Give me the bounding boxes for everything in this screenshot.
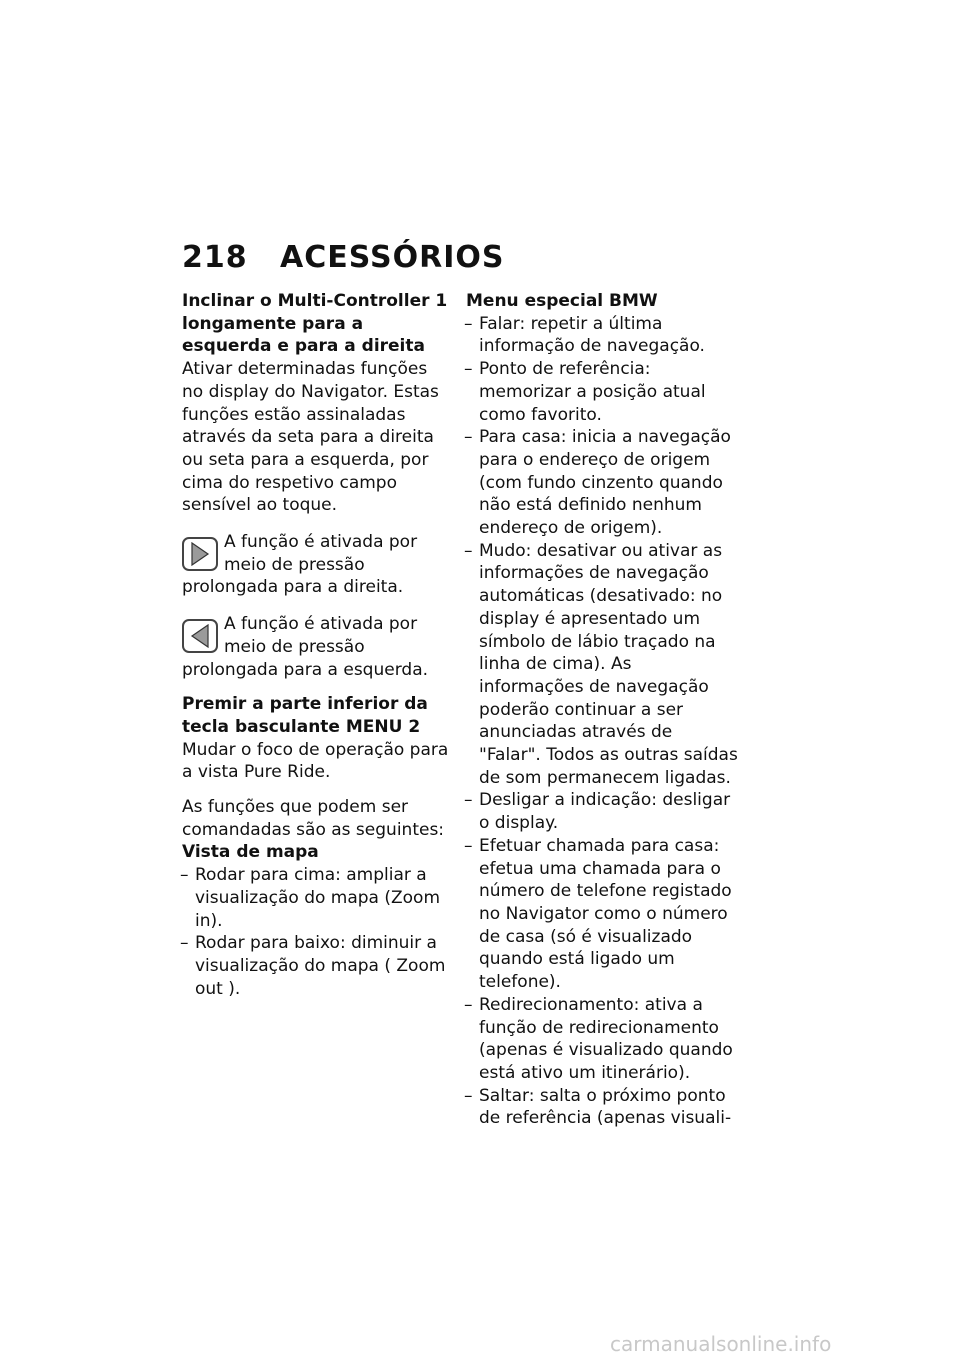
paragraph-pure-ride: Mudar o foco de operação para a vista Pure Ride. — [182, 739, 449, 783]
section-title: ACESSÓRIOS — [280, 240, 505, 275]
heading-map-view: Vista de mapa — [182, 842, 319, 863]
page-header — [182, 240, 504, 275]
list-item: – Saltar: salta o próximo ponto de referência (apenas visuali- — [466, 1085, 738, 1130]
list-item: – Mudo: desativar ou ativar as informações de navegação automáticas (desativado: no display é apresentado um símbolo de lábio traçado na linha de cima). As informações de navegação poderão continuar a ser anunciadas através de "Falar". Todos as outras saídas de som permanecem ligadas. — [466, 540, 738, 790]
paragraph-functions-intro: As funções que podem ser comandadas são as seguintes: — [182, 797, 445, 840]
arrow-right-icon — [182, 537, 218, 571]
note-right-text: A função é ativada por meio de pressão prolongada para a direita. — [182, 532, 418, 598]
bmw-menu-list — [466, 313, 738, 1130]
list-item: – Desligar a indicação: desligar o display. — [466, 789, 738, 834]
watermark: carmanualsonline.info — [610, 1332, 832, 1356]
list-item: – Ponto de referência: memorizar a posição atual como favorito. — [466, 358, 738, 426]
list-item: – Redirecionamento: ativa a função de redirecionamento (apenas é visualizado quando está ativo um itinerário). — [466, 994, 738, 1085]
note-left-arrow — [182, 613, 452, 681]
list-item: – Efetuar chamada para casa: efetua uma chamada para o número de telefone registado no Navigator como o número de casa (só é visualizado quando está ligado um telefone). — [466, 835, 738, 994]
list-item: – Rodar para cima: ampliar a visualização do mapa (Zoom in). — [182, 864, 452, 932]
list-item: – Falar: repetir a última informação de navegação. — [466, 313, 738, 358]
list-item: – Rodar para baixo: diminuir a visualização do mapa ( Zoom out ). — [182, 932, 452, 1000]
list-item: – Para casa: inicia a navegação para o endereço de origem (com fundo cinzento quando não está definido nenhum endereço de origem). — [466, 426, 738, 540]
map-view-list — [182, 864, 452, 1000]
arrow-left-icon — [182, 619, 218, 653]
left-column — [182, 290, 452, 1000]
note-right-arrow — [182, 531, 452, 599]
note-left-text: A função é ativada por meio de pressão prolongada para a esquerda. — [182, 614, 429, 680]
heading-tilt-controller: Inclinar o Multi-Controller 1 longamente para a esquerda e para a direita — [182, 291, 448, 357]
right-column — [466, 290, 738, 1130]
page-number: 218 — [182, 240, 248, 275]
heading-bmw-menu: Menu especial BMW — [466, 291, 658, 311]
heading-menu-rocker: Premir a parte inferior da tecla basculante MENU 2 — [182, 694, 428, 737]
paragraph-activate-functions: Ativar determinadas funções no display do Navigator. Estas funções estão assinaladas através da seta para a direita ou seta para a esquerda, por cima do respetivo campo sensível ao toque. — [182, 359, 439, 516]
